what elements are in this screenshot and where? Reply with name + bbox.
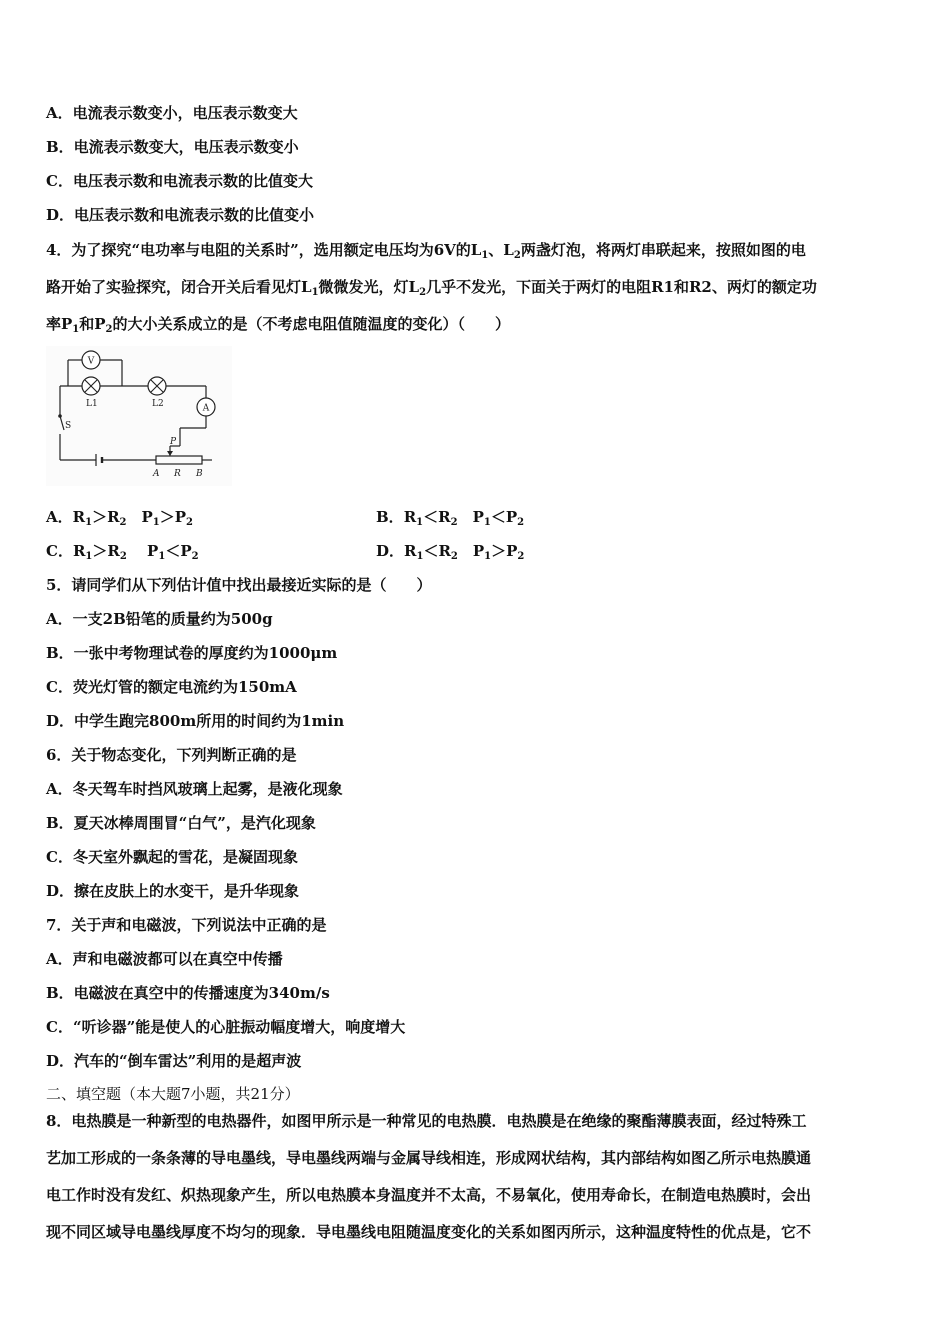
q4-stem-line-2: 路开始了实验探究，闭合开关后看见灯$L_1$微微发光，灯$L_2$几乎不发光，下面关于两灯的电阻R1和R2、两灯的额定功 — [46, 278, 817, 298]
slider-label: P — [170, 437, 177, 447]
voltmeter-symbol — [82, 351, 100, 369]
rheostat-label: R — [174, 469, 181, 479]
q6-option-c: C．冬天室外飘起的雪花，是凝固现象 — [46, 848, 298, 866]
voltmeter-label: V — [87, 356, 95, 367]
lamp-l1-symbol — [82, 377, 100, 395]
q7-option-a: A．声和电磁波都可以在真空中传播 — [46, 950, 283, 968]
q5-stem: 5．请同学们从下列估计值中找出最接近实际的是（ ） — [46, 576, 432, 594]
rheostat-end-a-label: A — [153, 469, 160, 479]
q7-stem: 7．关于声和电磁波，下列说法中正确的是 — [46, 916, 327, 934]
lamp-l2-symbol — [148, 377, 166, 395]
q5-option-a: A．一支2B铅笔的质量约为500g — [46, 610, 273, 628]
q8-line-1: 8．电热膜是一种新型的电热器件，如图甲所示是一种常见的电热膜．电热膜是在绝缘的聚酯薄膜表面，经过特殊工 — [46, 1112, 807, 1130]
q6-option-b: B．夏天冰棒周围冒“白气”，是汽化现象 — [46, 814, 316, 832]
section-title: 二、填空题（本大题7小题，共21分） — [46, 1085, 300, 1103]
q4-option-a: A．$R_1>R_2$ $P_1>P_2$ — [46, 508, 194, 528]
circuit-diagram — [46, 346, 232, 486]
rheostat-end-b-label: B — [196, 469, 203, 479]
q8-line-3: 电工作时没有发红、炽热现象产生，所以电热膜本身温度并不太高，不易氧化，使用寿命长，在制造电热膜时，会出 — [46, 1186, 812, 1204]
q7-option-b: B．电磁波在真空中的传播速度为340m/s — [46, 984, 330, 1002]
q4-stem-line-1: 4．为了探究“电功率与电阻的关系时”，选用额定电压均为6V的$L_1$、$L_2$两盏灯泡，将两灯串联起来，按照如图的电 — [46, 241, 806, 261]
lamp-l2-label: L2 — [152, 399, 164, 409]
ammeter-symbol — [197, 398, 215, 416]
q6-option-d: D．擦在皮肤上的水变干，是升华现象 — [46, 882, 300, 900]
q4-option-d: D．$R_1<R_2$ $P_1>P_2$ — [376, 542, 525, 562]
q8-line-4: 现不同区域导电墨线厚度不均匀的现象．导电墨线电阻随温度变化的关系如图丙所示，这种温度特性的优点是，它不 — [46, 1223, 812, 1241]
q8-line-2: 艺加工形成的一条条薄的导电墨线，导电墨线两端与金属导线相连，形成网状结构，其内部结构如图乙所示电热膜通 — [46, 1149, 812, 1167]
q3-option-a: A．电流表示数变小，电压表示数变大 — [46, 104, 298, 122]
q4-option-c: C．$R_1>R_2$ $P_1<P_2$ — [46, 542, 199, 562]
q3-option-c: C．电压表示数和电流表示数的比值变大 — [46, 172, 313, 190]
lamp-l1-label: L1 — [86, 399, 98, 409]
q5-option-c: C．荧光灯管的额定电流约为150mA — [46, 678, 297, 696]
ammeter-label: A — [202, 403, 210, 414]
q3-option-b: B．电流表示数变大，电压表示数变小 — [46, 138, 299, 156]
q7-option-d: D．汽车的“倒车雷达”利用的是超声波 — [46, 1052, 302, 1070]
q4-option-b: B．$R_1<R_2$ $P_1<P_2$ — [376, 508, 525, 528]
switch-label: S — [65, 421, 72, 431]
switch-contact-icon — [58, 414, 62, 418]
q4-stem-line-3: 率$P_1$和$P_2$的大小关系成立的是（不考虑电阻值随温度的变化）（ ） — [46, 315, 511, 335]
q7-option-c: C．“听诊器”能是使人的心脏振动幅度增大，响度增大 — [46, 1018, 406, 1036]
q6-option-a: A．冬天驾车时挡风玻璃上起雾，是液化现象 — [46, 780, 343, 798]
q5-option-d: D．中学生跑完800m所用的时间约为1min — [46, 712, 345, 730]
q5-option-b: B．一张中考物理试卷的厚度约为1000μm — [46, 644, 338, 662]
q6-stem: 6．关于物态变化，下列判断正确的是 — [46, 746, 297, 764]
q3-option-d: D．电压表示数和电流表示数的比值变小 — [46, 206, 315, 224]
